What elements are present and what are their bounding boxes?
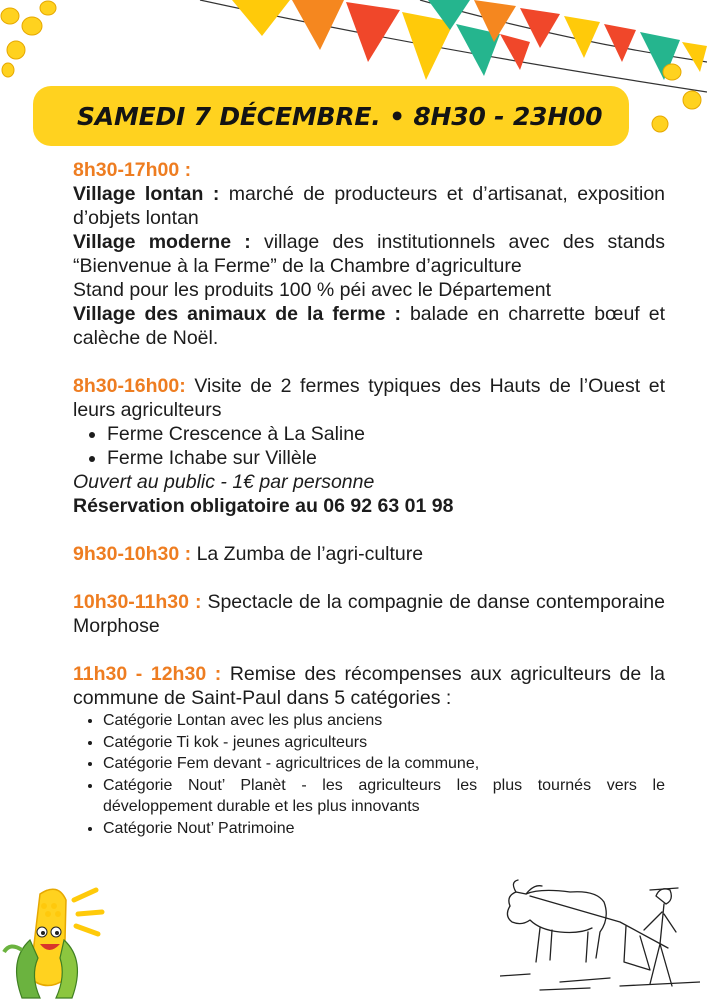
pennant-flag: [500, 34, 530, 70]
list-item: • Catégorie Fem devant - agricultrices de la commune,: [103, 753, 665, 775]
program-content: [73, 158, 665, 839]
corn-kernel: [22, 17, 42, 35]
pennant-flag: [292, 0, 344, 50]
public-note: Ouvert au public - 1€ par personne: [73, 471, 375, 493]
stand-paragraph: Stand pour les produits 100 % péi avec le Département: [73, 279, 552, 301]
category-list: [73, 710, 665, 839]
awards-paragraph: [73, 662, 665, 710]
date-banner: [33, 86, 629, 146]
village-lontan-text: marché de producteurs et d’artisanat, exposition d’objets lontan: [73, 183, 666, 229]
corn-kernel: [683, 91, 701, 109]
section-zumba: [73, 542, 665, 566]
farm-visit-text: Visite de 2 fermes typiques des Hauts de l’Ouest et leurs agriculteurs: [73, 375, 665, 421]
reservation-note: [73, 494, 665, 518]
village-moderne-paragraph: [73, 230, 665, 278]
village-moderne-text: village des institutionnels avec des stands “Bienvenue à la Ferme” de la Chambre d’agriculture: [73, 231, 665, 277]
corn-kernel: [40, 1, 56, 15]
list-item: • Catégorie Nout’ Patrimoine: [103, 818, 665, 840]
corn-kernel: [663, 64, 681, 80]
corn-kernel: [652, 116, 668, 132]
time-slot-4: 10h30-11h30 :: [73, 591, 202, 613]
list-item: • Catégorie Nout’ Planèt - les agriculteurs les plus tournés vers le développement durable et les plus innovants: [103, 775, 665, 818]
date-banner-text: SAMEDI 7 DÉCEMBRE. • 8H30 - 23H00: [77, 101, 603, 131]
corn-kernel: [2, 63, 14, 77]
section-awards: [73, 662, 665, 839]
list-item: • Ferme Crescence à La Saline: [107, 422, 665, 446]
zumba-text: La Zumba de l’agri-culture: [191, 543, 424, 565]
farm-list: [73, 422, 665, 470]
list-item: • Ferme Ichabe sur Villèle: [107, 446, 665, 470]
spectacle-text: Spectacle de la compagnie de danse contemporaine Morphose: [73, 591, 665, 637]
village-animaux-label: Village des animaux de la ferme :: [73, 303, 401, 325]
section-farm-visits: [73, 374, 665, 518]
village-lontan-label: Village lontan :: [73, 183, 220, 205]
corn-kernel: [7, 41, 25, 59]
pennant-flag: [232, 0, 290, 36]
time-slot-1: 8h30-17h00 :: [73, 159, 192, 181]
section-spectacle: [73, 590, 665, 638]
time-slot-2: 8h30-16h00:: [73, 375, 186, 397]
section-village: [73, 158, 665, 350]
corn-kernel: [1, 8, 19, 24]
village-lontan-paragraph: [73, 182, 665, 230]
list-item: • Catégorie Ti kok - jeunes agriculteurs: [103, 732, 665, 754]
time-slot-5: 11h30 - 12h30 :: [73, 663, 222, 685]
awards-text: Remise des récompenses aux agriculteurs de la commune de Saint-Paul dans 5 catégories :: [73, 663, 666, 709]
list-item: • Catégorie Lontan avec les plus anciens: [103, 710, 665, 732]
corn-mascot-illustration: [0, 880, 110, 1000]
ox-plough-illustration: [500, 866, 700, 1000]
reservation-text: Réservation obligatoire au 06 92 63 01 98: [73, 495, 454, 517]
farm-visit-paragraph: [73, 374, 665, 422]
pennant-flag: [682, 42, 707, 72]
village-moderne-label: Village moderne :: [73, 231, 251, 253]
time-slot-3: 9h30-10h30 :: [73, 543, 192, 565]
pennant-flag: [604, 24, 636, 62]
village-animaux-paragraph: [73, 302, 665, 350]
village-animaux-text: balade en charrette bœuf et calèche de Noël.: [73, 303, 665, 349]
